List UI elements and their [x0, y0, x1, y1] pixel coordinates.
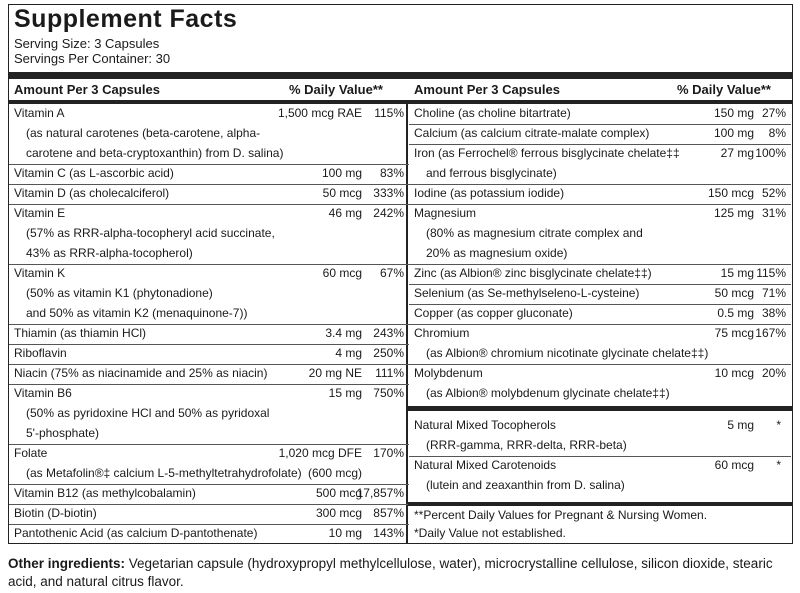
right-name: Choline (as choline bitartrate) [414, 106, 571, 120]
right-row [414, 286, 786, 306]
right-separator [409, 204, 791, 205]
left-separator [9, 184, 409, 185]
left-dv: 857% [373, 506, 404, 520]
left-name: Folate [14, 446, 48, 460]
left-sub-amount: (600 mcg) [307, 466, 362, 480]
right_extra-separator [409, 456, 791, 457]
right-separator [409, 144, 791, 145]
right-name: Calcium (as calcium citrate-malate complex) [414, 126, 650, 140]
right-name: Iodine (as potassium iodide) [414, 186, 565, 200]
left-dv: 750% [373, 386, 404, 400]
right-dv: 27% [761, 106, 786, 120]
right_extra-dv: * [776, 458, 781, 472]
left-separator [9, 364, 409, 365]
footnote-rule [408, 502, 792, 506]
right_extra-dv: * [776, 418, 781, 432]
left-dv: 67% [379, 266, 404, 280]
left-name: Thiamin (as thiamin HCl) [14, 326, 147, 340]
left-name: Vitamin B12 (as methylcobalamin) [14, 486, 196, 500]
left-separator [9, 164, 409, 165]
right-separator [409, 184, 791, 185]
left-name: Vitamin D (as cholecalciferol) [14, 186, 170, 200]
left-separator [9, 484, 409, 485]
right-name: Magnesium [414, 206, 477, 220]
left-name: Vitamin C (as L-ascorbic acid) [14, 166, 174, 180]
right-separator [409, 264, 791, 265]
right-amount: 125 mg [713, 206, 754, 220]
right-row [414, 126, 786, 146]
right-amount-header: Amount Per 3 Capsules [414, 82, 560, 97]
left-name: Vitamin B6 [14, 386, 72, 400]
left-dv: 115% [374, 106, 404, 120]
right-dv: 52% [761, 186, 786, 200]
right-amount: 0.5 mg [717, 306, 754, 320]
left-amount: 300 mcg [315, 506, 362, 520]
left-sub-line: (as natural carotenes (beta-carotene, alpha- [26, 126, 261, 140]
right_extra-name: Natural Mixed Carotenoids [414, 458, 557, 472]
left-sub-line: and 50% as vitamin K2 (menaquinone-7)) [26, 306, 248, 320]
left-amount: 100 mg [321, 166, 362, 180]
right-separator [409, 284, 791, 285]
left-separator [9, 444, 409, 445]
left-sub-line: (as Metafolin®‡ calcium L-5-methyltetrahydrofolate) [26, 466, 302, 480]
left-amount: 1,020 mcg DFE [278, 446, 362, 460]
left-name: Niacin (75% as niacinamide and 25% as niacin) [14, 366, 268, 380]
left-dv: 111% [375, 366, 404, 380]
right-sub-line: (as Albion® molybdenum glycinate chelate‡‡) [426, 386, 670, 400]
right-row [414, 366, 786, 406]
left-dv: 170% [373, 446, 404, 460]
left-amount: 10 mg [328, 526, 362, 540]
right-name: Zinc (as Albion® zinc bisglycinate chelate‡‡) [414, 266, 652, 280]
thick-rule [9, 72, 792, 79]
left-row [14, 266, 404, 326]
right-dv: 20% [761, 366, 786, 380]
left-row [14, 106, 404, 166]
left-dv: 250% [373, 346, 404, 360]
left-sub-line: (50% as vitamin K1 (phytonadione) [26, 286, 213, 300]
other-ingredients-label: Other ingredients: [8, 556, 126, 571]
header-rule [9, 100, 792, 104]
right-dv: 71% [761, 286, 786, 300]
right-sub-line: (80% as magnesium citrate complex and [426, 226, 643, 240]
right_extra-sub-line: (lutein and zeaxanthin from D. salina) [426, 478, 625, 492]
right-name: Copper (as copper gluconate) [414, 306, 573, 320]
right-dv: 31% [761, 206, 786, 220]
other-ingredients-text: Vegetarian capsule (hydroxypropyl methylcellulose, water), microcrystalline cellulose, silicon dioxide, stearic acid, and natural citrus flavor. [8, 556, 773, 589]
right-sub-line: 20% as magnesium oxide) [426, 246, 568, 260]
left-amount: 20 mg NE [308, 366, 362, 380]
right-name: Selenium (as Se-methylseleno-L-cysteine) [414, 286, 640, 300]
right-separator [409, 364, 791, 365]
right-separator [409, 124, 791, 125]
left-amount: 3.4 mg [325, 326, 362, 340]
left-name: Vitamin E [14, 206, 66, 220]
right-sub-line: and ferrous bisglycinate) [426, 166, 557, 180]
right-row [414, 186, 786, 206]
right-row [414, 266, 786, 286]
right-amount: 27 mg [720, 146, 754, 160]
left-name: Vitamin K [14, 266, 66, 280]
right-amount: 100 mg [713, 126, 754, 140]
serving-size: Serving Size: 3 Capsules [14, 36, 160, 51]
left-row [14, 366, 404, 386]
right_extra-name: Natural Mixed Tocopherols [414, 418, 556, 432]
left-row [14, 346, 404, 366]
right-amount: 150 mcg [707, 186, 754, 200]
right_extra-amount: 60 mcg [714, 458, 754, 472]
right-row [414, 146, 786, 186]
left-amount: 15 mg [328, 386, 362, 400]
left-separator [9, 264, 409, 265]
left-row [14, 206, 404, 266]
left-sub-line: 5'-phosphate) [26, 426, 100, 440]
servings-per-container: Servings Per Container: 30 [14, 51, 171, 66]
right-row [414, 206, 786, 266]
right-row [414, 306, 786, 326]
left-dv: 333% [373, 186, 404, 200]
right-row [414, 106, 786, 126]
right-dv: 38% [761, 306, 786, 320]
left-sub-line: 43% as RRR-alpha-tocopherol) [26, 246, 193, 260]
supplement-facts-panel [8, 4, 793, 544]
left-name: Biotin (D-biotin) [14, 506, 97, 520]
footnote-pregnant: **Percent Daily Values for Pregnant & Nursing Women. [414, 508, 708, 522]
left-separator [9, 204, 409, 205]
right-amount: 50 mcg [714, 286, 754, 300]
left-row [14, 486, 404, 506]
column-divider [406, 100, 408, 543]
left-row [14, 506, 404, 526]
left-sub-line: carotene and beta-cryptoxanthin) from D. salina) [26, 146, 284, 160]
left-row [14, 526, 404, 546]
left-amount-header: Amount Per 3 Capsules [14, 82, 160, 97]
left-row [14, 186, 404, 206]
footnote-dv-not-established: *Daily Value not established. [414, 526, 566, 540]
left-name: Riboflavin [14, 346, 67, 360]
panel-title: Supplement Facts [14, 5, 238, 33]
right-sub-line: (as Albion® chromium nicotinate glycinate chelate‡‡) [426, 346, 709, 360]
left-amount: 4 mg [335, 346, 362, 360]
left-sub-line: (50% as pyridoxine HCl and 50% as pyridoxal [26, 406, 270, 420]
right-thick-rule [408, 406, 792, 411]
right-separator [409, 324, 791, 325]
left-dv: 243% [373, 326, 404, 340]
right-separator [409, 304, 791, 305]
left-name: Pantothenic Acid (as calcium D-pantothenate) [14, 526, 258, 540]
right-amount: 75 mcg [714, 326, 754, 340]
other-ingredients [8, 555, 788, 591]
left-separator [9, 344, 409, 345]
left-dv: 17,857% [356, 486, 404, 500]
left-amount: 500 mcg [315, 486, 362, 500]
right-amount: 10 mcg [714, 366, 754, 380]
left-dv-header: % Daily Value** [289, 82, 383, 97]
right-name: Iron (as Ferrochel® ferrous bisglycinate chelate‡‡ [414, 146, 680, 160]
right-dv: 115% [756, 266, 786, 280]
right_extra-row [414, 458, 786, 498]
left-row [14, 386, 404, 446]
right-dv: 100% [755, 146, 786, 160]
left-separator [9, 324, 409, 325]
right-name: Chromium [414, 326, 470, 340]
right-dv-header: % Daily Value** [677, 82, 771, 97]
left-separator [9, 504, 409, 505]
right_extra-sub-line: (RRR-gamma, RRR-delta, RRR-beta) [426, 438, 627, 452]
right-amount: 150 mg [713, 106, 754, 120]
left-name: Vitamin A [14, 106, 65, 120]
right-row [414, 326, 786, 366]
left-separator [9, 524, 409, 525]
left-amount: 1,500 mcg RAE [277, 106, 362, 120]
left-amount: 50 mcg [322, 186, 362, 200]
left-row [14, 166, 404, 186]
left-dv: 242% [373, 206, 404, 220]
left-row [14, 326, 404, 346]
left-dv: 143% [373, 526, 404, 540]
right-name: Molybdenum [414, 366, 483, 380]
left-amount: 46 mg [328, 206, 362, 220]
right-dv: 8% [768, 126, 786, 140]
left-row [14, 446, 404, 486]
left-separator [9, 384, 409, 385]
left-sub-line: (57% as RRR-alpha-tocopheryl acid succinate, [26, 226, 275, 240]
left-amount: 60 mcg [322, 266, 362, 280]
right_extra-amount: 5 mg [727, 418, 754, 432]
right-amount: 15 mg [720, 266, 754, 280]
left-dv: 83% [379, 166, 404, 180]
right_extra-row [414, 418, 786, 458]
right-dv: 167% [755, 326, 786, 340]
